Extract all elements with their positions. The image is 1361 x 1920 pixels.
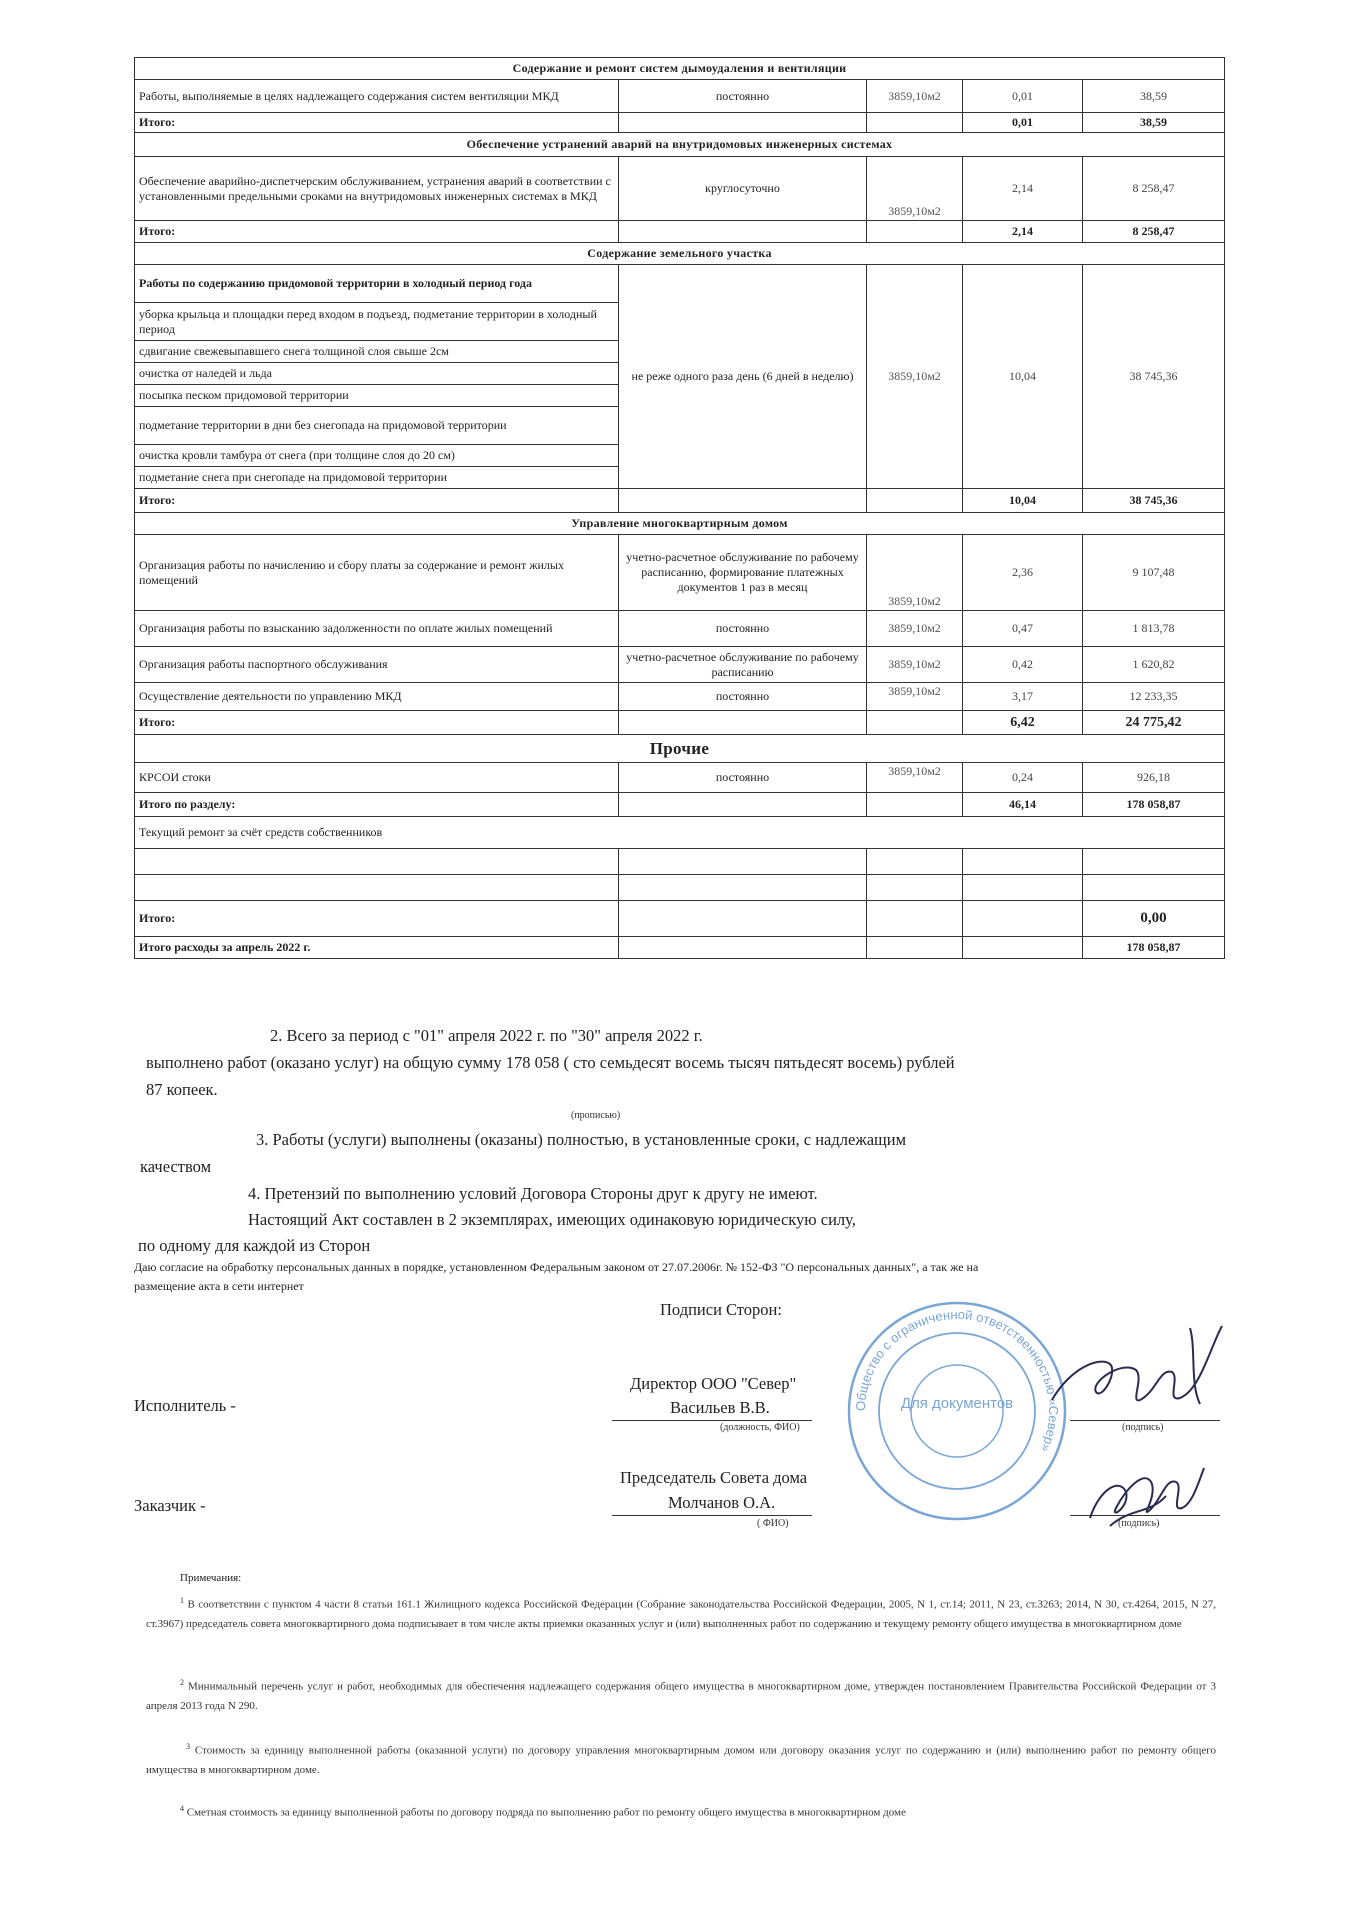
customer-position: Председатель Совета дома: [620, 1468, 808, 1487]
section-title-repair: Текущий ремонт за счёт средств собственников: [135, 817, 1225, 849]
notes-title: Примечания:: [180, 1572, 242, 1584]
grand-total-label: Итого расходы за апрель 2022 г.: [135, 937, 619, 959]
note-4-text: Сметная стоимость за единицу выполненной работы по договору подряда по выполнению работ по ремонту общего имущества в многоквартирном доме: [186, 1806, 906, 1819]
row-name: подметание территории в дни без снегопада на придомовой территории: [135, 407, 619, 445]
customer-caption: ( ФИО): [757, 1518, 789, 1529]
table-row: [135, 849, 1225, 875]
table-row: [135, 683, 1225, 711]
row-name: сдвигание свежевыпавшего снега толщиной слоя свыше 2см: [135, 341, 619, 363]
table-row: [135, 265, 1225, 303]
grand-total-sum: 178 058,87: [1083, 937, 1225, 959]
row-rate: 0,24: [963, 763, 1083, 793]
total-sum: 38 745,36: [1083, 489, 1225, 513]
row-area: 3859,10м2: [867, 535, 963, 611]
row-name: уборка крыльца и площадки перед входом в подъезд, подметание территории в холодный период: [135, 303, 619, 341]
row-rate: 2,14: [963, 157, 1083, 221]
row-name: Работы по содержанию придомовой территории в холодный период года: [135, 265, 619, 303]
row-period: учетно-расчетное обслуживание по рабочему расписанию: [619, 647, 867, 683]
executor-name: Васильев В.В.: [670, 1398, 770, 1417]
total-sum: 178 058,87: [1083, 793, 1225, 817]
row-sum: 38,59: [1083, 80, 1225, 113]
row-area: 3859,10м2: [867, 157, 963, 221]
table-row: [135, 535, 1225, 611]
total-sum: 0,00: [1083, 901, 1225, 937]
table-row-total: [135, 793, 1225, 817]
note-1: $^1$ В соответствии с пунктом 4 части 8 статьи 161.1 Жилищного кодекса Российской Федерации (Собрание законодательства Российской Федерации, 2005, N 1, ст.14; 2011, N 23, ст.3263; 2014, N 30, ст.4264, 2015, N 27, ст.3967) председатель совета многоквартирного дома подписывает в том числе акты приемки оказанных услуг и (или) выполненных работ по содержанию и текущему ремонту общего имущества в многоквартирном доме: [146, 1596, 1216, 1630]
executor-caption: (должность, ФИО): [720, 1422, 800, 1433]
executor-name-line: [612, 1420, 812, 1421]
copies-paragraph-line1: Настоящий Акт составлен в 2 экземплярах, имеющих одинаковую юридическую силу,: [248, 1210, 856, 1229]
row-rate: 10,04: [963, 265, 1083, 489]
total-label: Итого по разделу:: [135, 793, 619, 817]
row-area: 3859,10м2: [867, 265, 963, 489]
row-sum: 1 813,78: [1083, 611, 1225, 647]
total-paragraph-line3: 87 копеек.: [146, 1080, 218, 1099]
total-label: Итого:: [135, 113, 619, 133]
row-area: 3859,10м2: [867, 763, 963, 793]
row-name: очистка от наледей и льда: [135, 363, 619, 385]
table-row: [135, 875, 1225, 901]
total-rate: 10,04: [963, 489, 1083, 513]
executor-label: Исполнитель -: [134, 1396, 236, 1415]
quality-paragraph-line1: 3. Работы (услуги) выполнены (оказаны) полностью, в установленные сроки, с надлежащим: [256, 1130, 907, 1149]
company-stamp: [842, 1296, 1072, 1526]
customer-label: Заказчик -: [134, 1496, 206, 1515]
customer-name-line: [612, 1515, 812, 1516]
table-row: [135, 611, 1225, 647]
table-row: [135, 157, 1225, 221]
note-3-text: Стоимость за единицу выполненной работы (оказанной услуги) по договору управления многоквартирным домом или договору оказания услуг по содержанию и (или) выполнению работ по ремонту общего имущества в многоквартирном доме.: [146, 1744, 1216, 1776]
row-area: 3859,10м2: [867, 611, 963, 647]
section-title-land: Содержание земельного участка: [135, 243, 1225, 265]
table-row: [135, 80, 1225, 113]
executor-position: Директор ООО "Север": [630, 1374, 797, 1393]
total-sum: 24 775,42: [1083, 711, 1225, 735]
total-sum: 8 258,47: [1083, 221, 1225, 243]
total-label: Итого:: [135, 489, 619, 513]
total-rate: 46,14: [963, 793, 1083, 817]
total-paragraph-line2: выполнено работ (оказано услуг) на общую сумму 178 058 ( сто семьдесят восемь тысяч пятьдесят восемь) рублей: [146, 1053, 955, 1072]
row-name: Организация работы по взысканию задолженности по оплате жилых помещений: [135, 611, 619, 647]
row-name: Обеспечение аварийно-диспетчерским обслуживанием, устранения аварий в соответствии с установленными предельными сроками на внутридомовых инженерных системах в МКД: [135, 157, 619, 221]
customer-name: Молчанов О.А.: [668, 1493, 776, 1512]
section-title-emergency: Обеспечение устранений аварий на внутридомовых инженерных системах: [135, 133, 1225, 157]
row-period: учетно-расчетное обслуживание по рабочему расписанию, формирование платежных документов 1 раз в месяц: [619, 535, 867, 611]
table-row: [135, 647, 1225, 683]
row-name: КРСОИ стоки: [135, 763, 619, 793]
row-area: 3859,10м2: [867, 683, 963, 711]
row-sum: 38 745,36: [1083, 265, 1225, 489]
row-rate: 0,47: [963, 611, 1083, 647]
table-row-total: [135, 113, 1225, 133]
row-area: 3859,10м2: [867, 647, 963, 683]
copies-paragraph-line2: по одному для каждой из Сторон: [138, 1236, 371, 1255]
section-title-ventilation: Содержание и ремонт систем дымоудаления и вентиляции: [135, 58, 1225, 80]
row-name: очистка кровли тамбура от снега (при толщине слоя до 20 см): [135, 445, 619, 467]
row-period: постоянно: [619, 683, 867, 711]
total-rate: 0,01: [963, 113, 1083, 133]
row-sum: 1 620,82: [1083, 647, 1225, 683]
total-label: Итого:: [135, 221, 619, 243]
table-row-grand-total: [135, 937, 1225, 959]
svg-text:Общество с ограниченной ответс: [853, 1307, 1061, 1454]
table-row-total: [135, 901, 1225, 937]
row-sum: 926,18: [1083, 763, 1225, 793]
executor-signature: [1040, 1308, 1240, 1438]
signatures-title: Подписи Сторон:: [660, 1300, 782, 1319]
row-sum: 9 107,48: [1083, 535, 1225, 611]
row-name: посыпка песком придомовой территории: [135, 385, 619, 407]
note-3: $^3$ Стоимость за единицу выполненной работы (оказанной услуги) по договору управления многоквартирным домом или договору оказания услуг по содержанию и (или) выполнению работ по ремонту общего имущества в многоквартирном доме.: [146, 1742, 1216, 1776]
customer-sign-caption: (подпись): [1118, 1518, 1160, 1529]
row-period: постоянно: [619, 80, 867, 113]
table-row-total: [135, 489, 1225, 513]
total-label: Итого:: [135, 901, 619, 937]
consent-line1: Даю согласие на обработку персональных данных в порядке, установленном Федеральным законом от 27.07.2006г. № 152-ФЗ "О персональных данных", а так же на: [134, 1260, 979, 1274]
executor-sign-caption: (подпись): [1122, 1422, 1164, 1433]
customer-signature: [1070, 1448, 1220, 1538]
row-period: постоянно: [619, 611, 867, 647]
propisyu-caption: (прописью): [571, 1110, 621, 1121]
row-period: постоянно: [619, 763, 867, 793]
total-rate: 6,42: [963, 711, 1083, 735]
row-sum: 12 233,35: [1083, 683, 1225, 711]
section-title-other: Прочие: [135, 735, 1225, 763]
stamp-ring-text: Общество с ограниченной ответственностью «Север»: [852, 1306, 1062, 1455]
claims-paragraph: 4. Претензий по выполнению условий Договора Стороны друг к другу не имеют.: [248, 1184, 818, 1203]
row-sum: 8 258,47: [1083, 157, 1225, 221]
section-title-management: Управление многоквартирным домом: [135, 513, 1225, 535]
row-area: 3859,10м2: [867, 80, 963, 113]
quality-paragraph-line2: качеством: [140, 1157, 212, 1176]
table-row-total: [135, 221, 1225, 243]
total-paragraph-line1: 2. Всего за период с "01" апреля 2022 г. по "30" апреля 2022 г.: [270, 1026, 703, 1045]
total-sum: 38,59: [1083, 113, 1225, 133]
note-1-text: В соответствии с пунктом 4 части 8 статьи 161.1 Жилищного кодекса Российской Федерации (Собрание законодательства Российской Федерации, 2005, N 1, ст.14; 2011, N 23, ст.3263; 2014, N 30, ст.4264, 2015, N 27, ст.3967) председатель совета многоквартирного дома подписывает в том числе акты приемки оказанных услуг и (или) выполненных работ по содержанию и текущему ремонту общего имущества в многоквартирном доме: [146, 1598, 1216, 1630]
services-table: [134, 57, 1225, 959]
note-4: $^4$ Сметная стоимость за единицу выполненной работы по договору подряда по выполнению работ по ремонту общего имущества в многоквартирном доме: [180, 1804, 906, 1819]
row-name: Осуществление деятельности по управлению МКД: [135, 683, 619, 711]
row-rate: 3,17: [963, 683, 1083, 711]
note-2-text: Минимальный перечень услуг и работ, необходимых для обеспечения надлежащего содержания общего имущества в многоквартирном доме, утвержден постановлением Правительства Российской Федерации от 3 апреля 2013 года N 290.: [146, 1680, 1216, 1712]
table-row-total: [135, 711, 1225, 735]
table-row: [135, 763, 1225, 793]
row-name: Работы, выполняемые в целях надлежащего содержания систем вентиляции МКД: [135, 80, 619, 113]
row-period: круглосуточно: [619, 157, 867, 221]
row-name: Организация работы по начислению и сбору платы за содержание и ремонт жилых помещений: [135, 535, 619, 611]
total-rate: 2,14: [963, 221, 1083, 243]
row-name: подметание снега при снегопаде на придомовой территории: [135, 467, 619, 489]
row-rate: 0,01: [963, 80, 1083, 113]
total-label: Итого:: [135, 711, 619, 735]
row-rate: 0,42: [963, 647, 1083, 683]
row-rate: 2,36: [963, 535, 1083, 611]
stamp-center-text: Для документов: [900, 1395, 1014, 1412]
note-2: $^2$ Минимальный перечень услуг и работ, необходимых для обеспечения надлежащего содержания общего имущества в многоквартирном доме, утвержден постановлением Правительства Российской Федерации от 3 апреля 2013 года N 290.: [146, 1678, 1216, 1712]
row-period: не реже одного раза день (6 дней в неделю): [619, 265, 867, 489]
consent-line2: размещение акта в сети интернет: [134, 1279, 304, 1293]
row-name: Организация работы паспортного обслуживания: [135, 647, 619, 683]
